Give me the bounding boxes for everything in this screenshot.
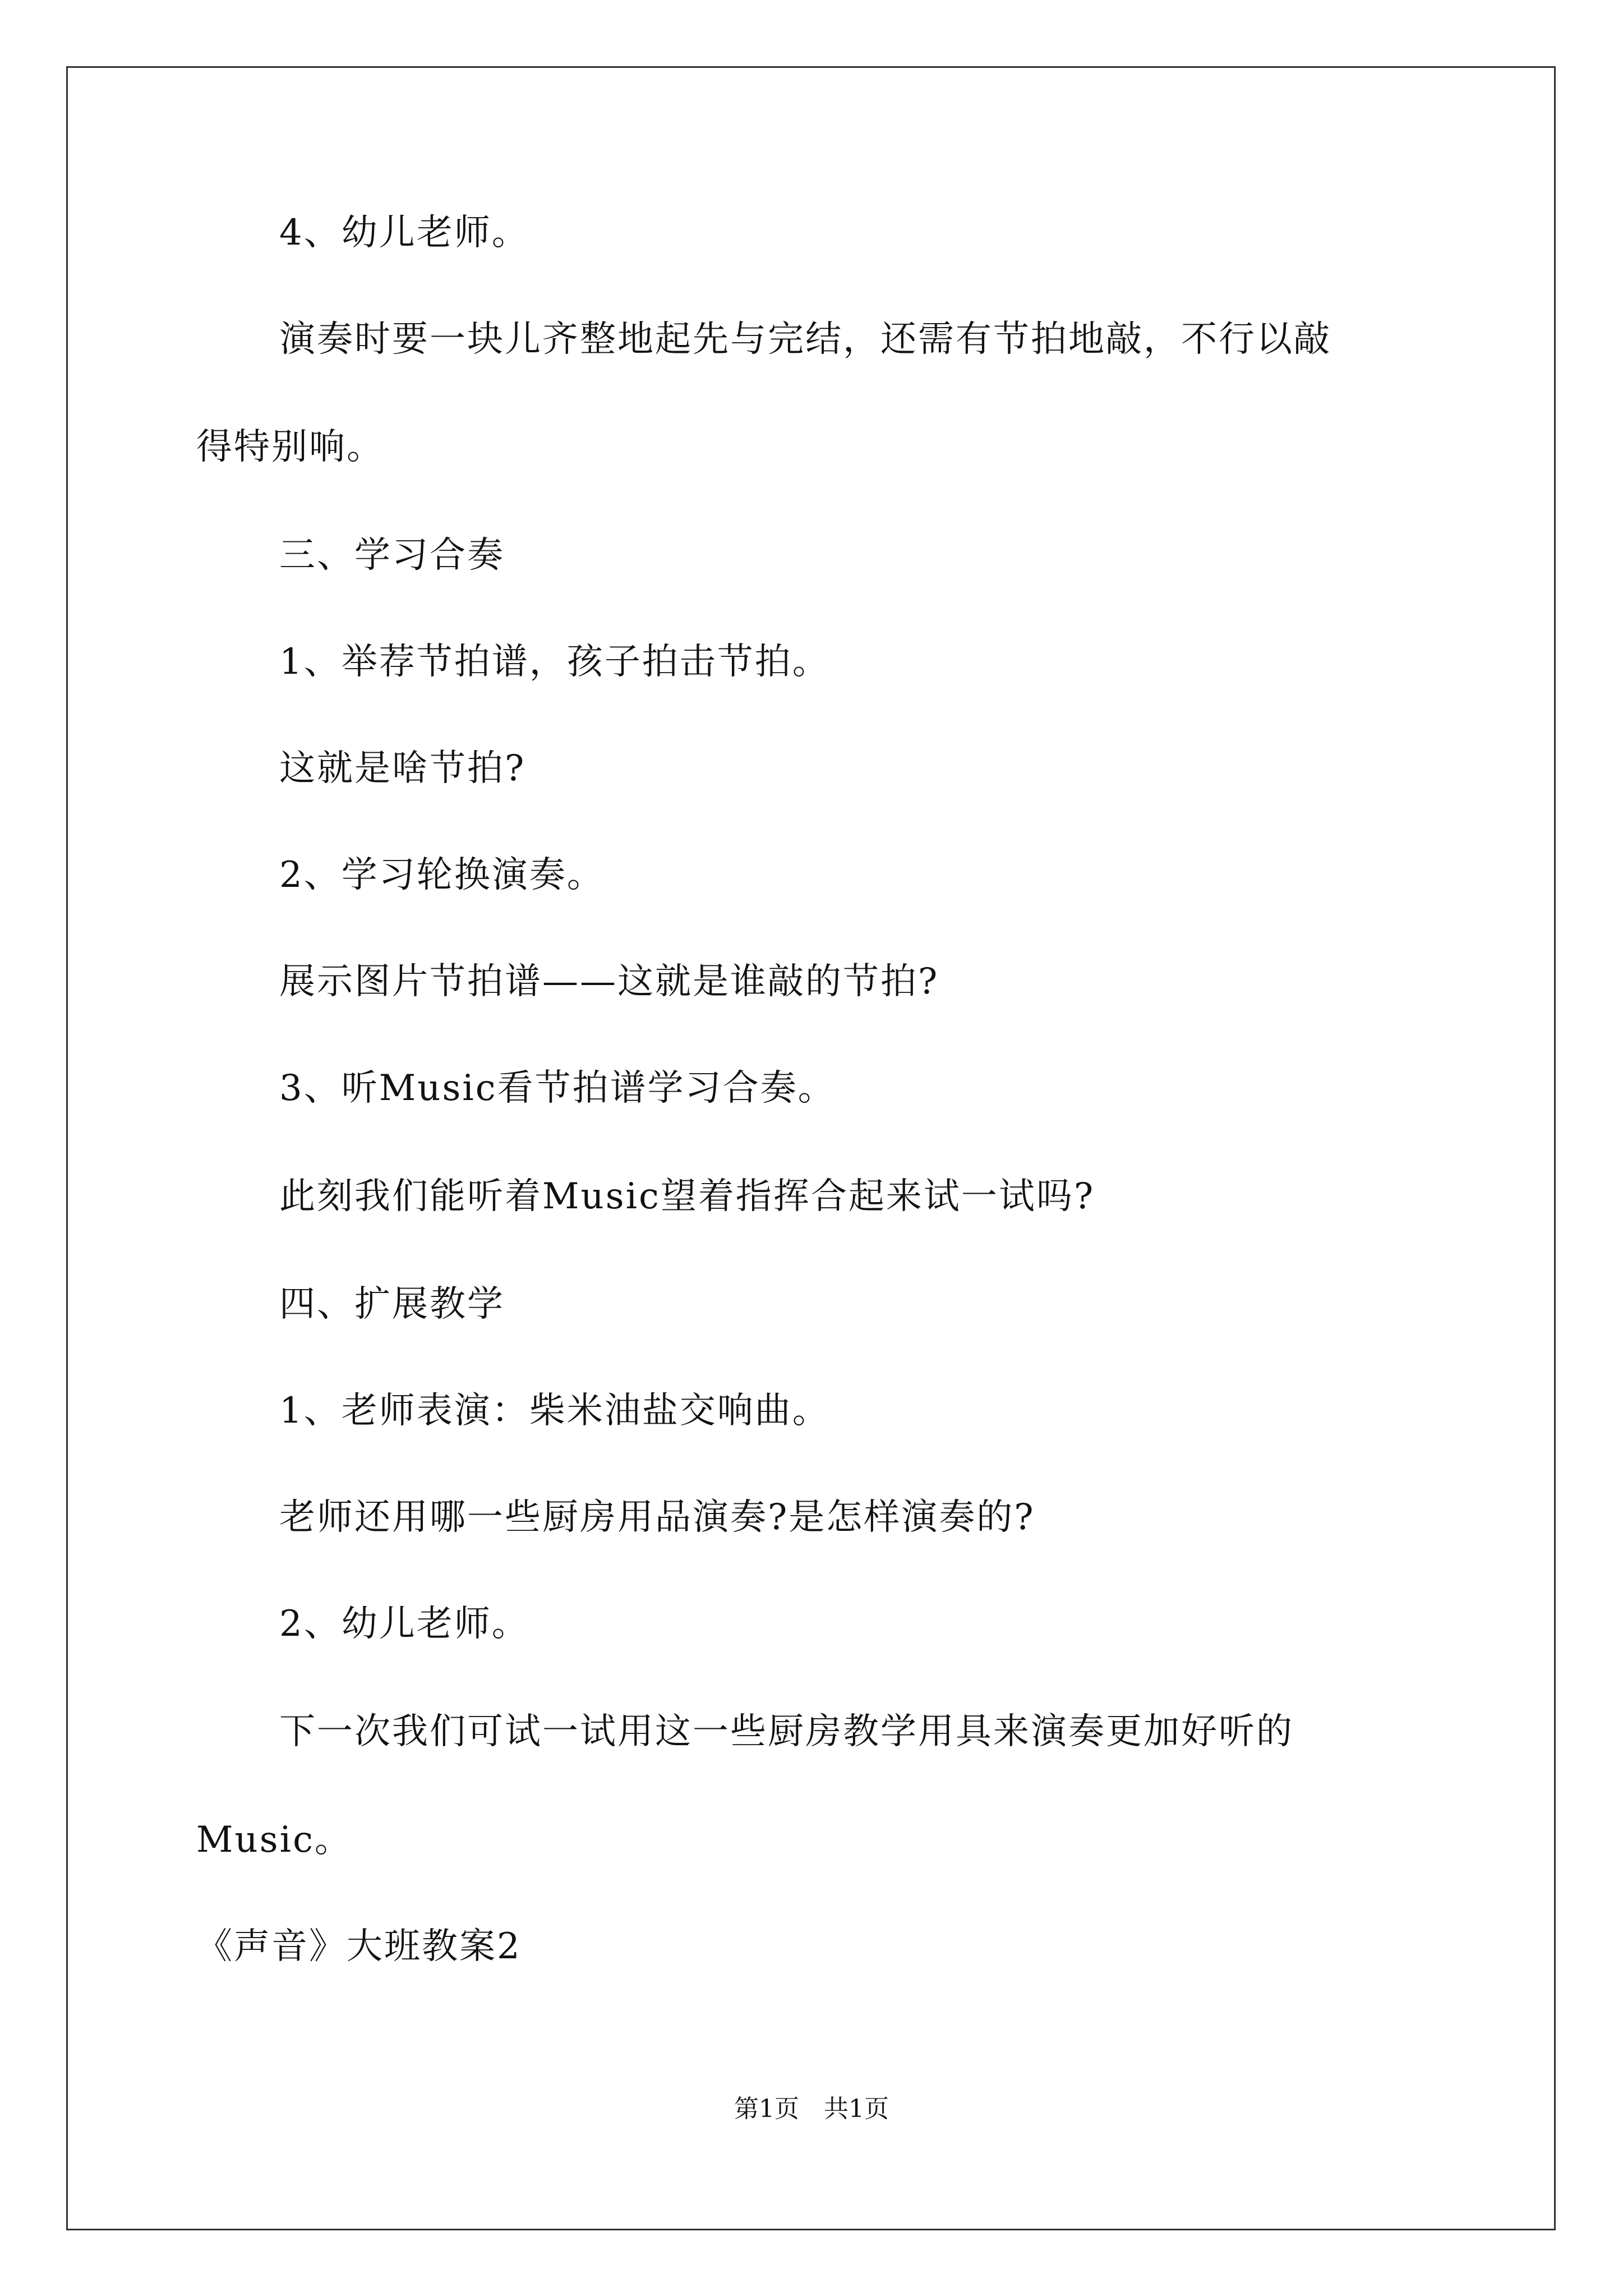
text-line-6: 这就是啥节拍? xyxy=(279,748,526,789)
text-line-7: 2、学习轮换演奏。 xyxy=(279,854,605,896)
text-line-3: 得特别响。 xyxy=(196,426,384,468)
page-border xyxy=(66,66,1556,2230)
text-line-10: 此刻我们能听着Music望着指挥合起来试一试吗? xyxy=(279,1176,1095,1217)
text-line-2: 演奏时要一块儿齐整地起先与完结，还需有节拍地敲，不行以敲 xyxy=(279,319,1331,360)
text-line-15: 下一次我们可试一试用这一些厨房教学用具来演奏更加好听的 xyxy=(279,1711,1294,1752)
text-line-5: 1、举荐节拍谱，孩子拍击节拍。 xyxy=(279,641,830,683)
text-line-12: 1、老师表演：柴米油盐交响曲。 xyxy=(279,1390,830,1432)
text-line-9: 3、听Music看节拍谱学习合奏。 xyxy=(279,1068,836,1109)
text-line-8: 展示图片节拍谱——这就是谁敲的节拍? xyxy=(279,961,939,1002)
text-line-11: 四、扩展教学 xyxy=(279,1283,505,1325)
text-line-13: 老师还用哪一些厨房用品演奏?是怎样演奏的? xyxy=(279,1497,1035,1538)
section-heading: 《声音》大班教案2 xyxy=(196,1926,522,1967)
text-line-16: Music。 xyxy=(196,1819,352,1861)
page-number-footer: 第1页 共1页 xyxy=(734,2095,889,2123)
text-line-14: 2、幼儿老师。 xyxy=(279,1603,529,1645)
text-line-1: 4、幼儿老师。 xyxy=(279,212,529,254)
text-line-4: 三、学习合奏 xyxy=(279,535,505,576)
